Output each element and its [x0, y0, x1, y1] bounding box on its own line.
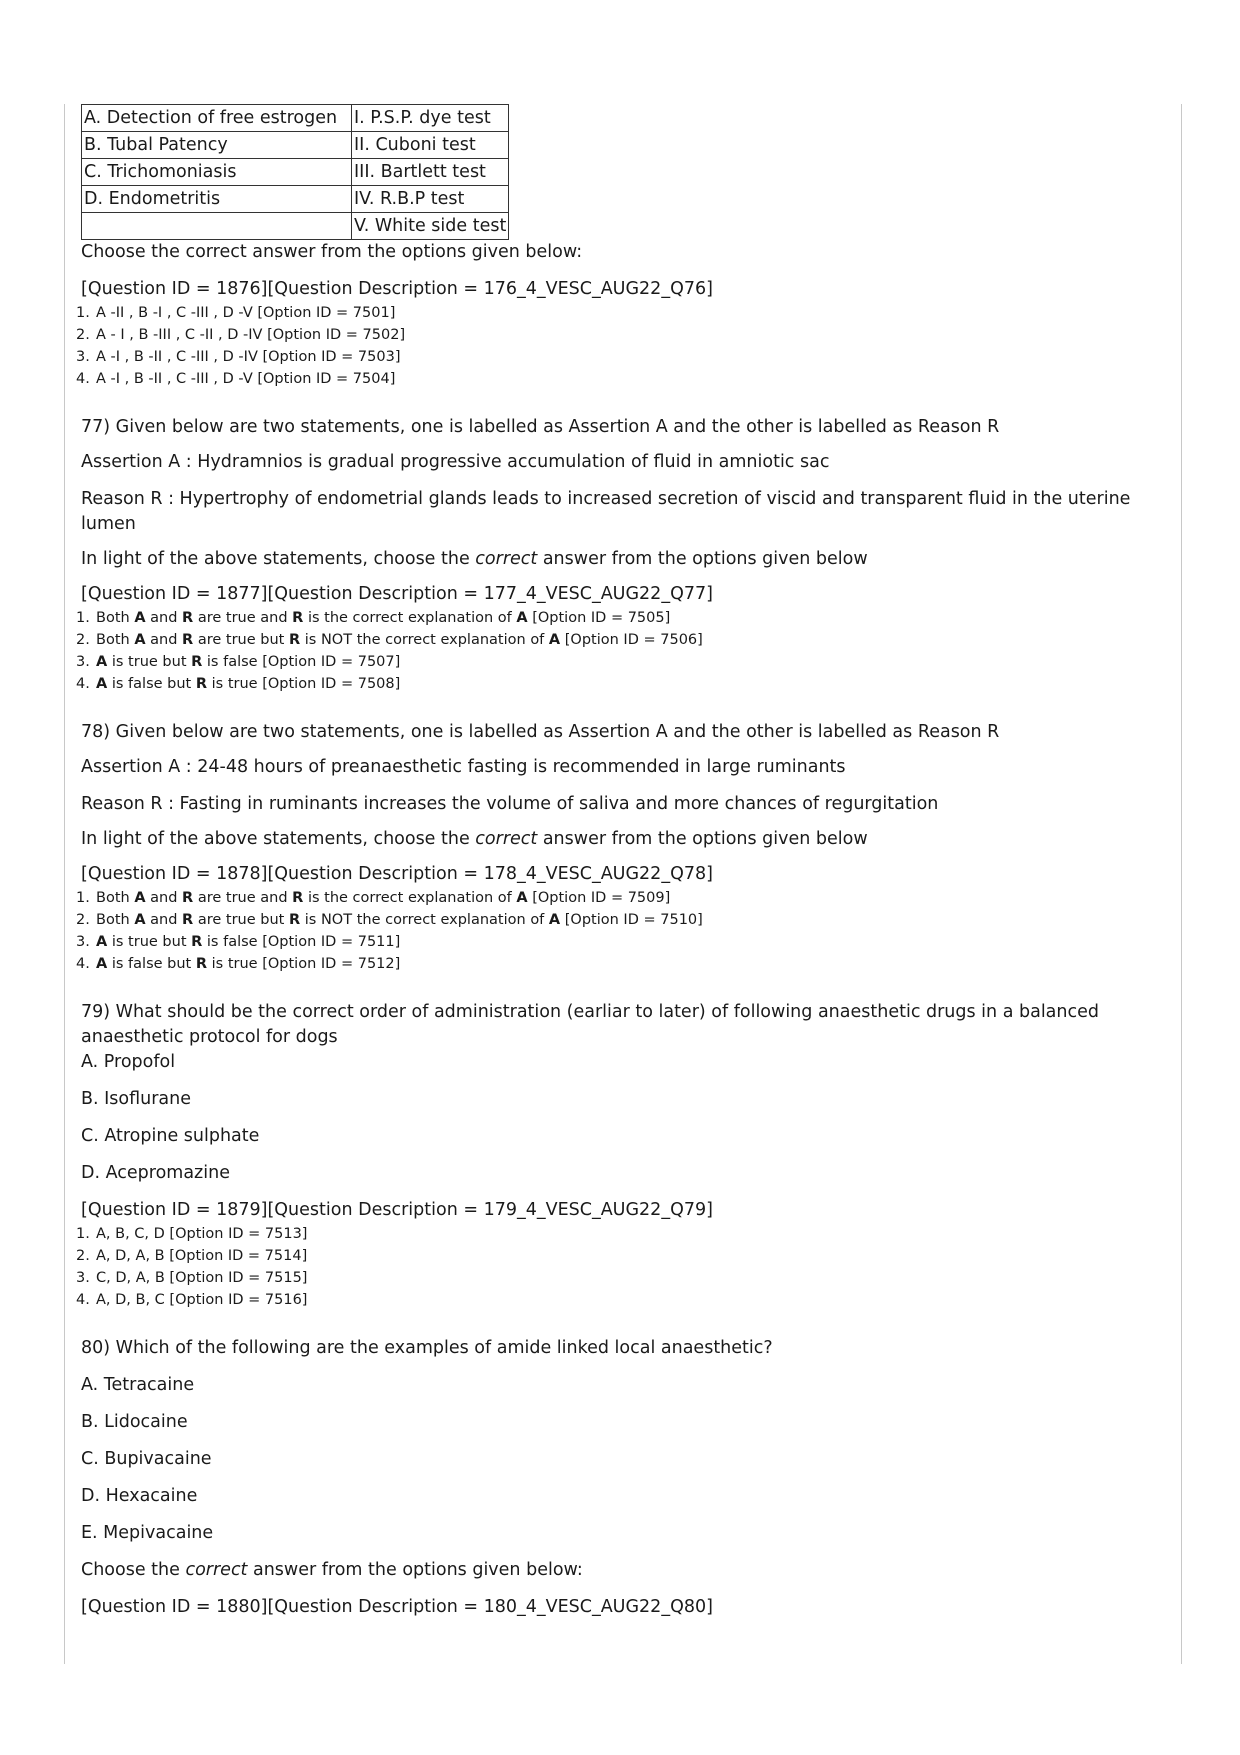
question-heading: 78) Given below are two statements, one is labelled as Assertion A and the other is labelled as Reason R — [81, 722, 1000, 742]
option-item[interactable]: 2. Both A and R are true but R is NOT the correct explanation of A [Option ID = 7510] — [76, 912, 703, 928]
assertion-statement: Assertion A : 24-48 hours of preanaesthetic fasting is recommended in large ruminants — [81, 757, 846, 777]
table-row — [82, 213, 509, 240]
question-content — [76, 104, 1171, 1620]
table-cell: V. White side test — [352, 213, 509, 240]
table-cell: IV. R.B.P test — [352, 186, 509, 213]
table-cell: D. Endometritis — [82, 186, 352, 213]
table-row — [82, 186, 509, 213]
table-row — [82, 105, 509, 132]
table-cell: I. P.S.P. dye test — [352, 105, 509, 132]
list-item: D. Hexacaine — [81, 1486, 198, 1506]
option-item[interactable]: 2. A - I , B -III , C -II , D -IV [Option ID = 7502] — [76, 327, 406, 343]
question-heading: 80) Which of the following are the examples of amide linked local anaesthetic? — [81, 1338, 773, 1358]
question-heading: 79) What should be the correct order of administration (earliar to later) of following anaesthetic drugs in a balanced anaesthetic protocol for dogs — [81, 1002, 1099, 1047]
option-item[interactable]: 4. A is false but R is true [Option ID = 7508] — [76, 676, 401, 692]
question-id-line: [Question ID = 1878][Question Description = 178_4_VESC_AUG22_Q78] — [81, 864, 713, 884]
option-item[interactable]: 1. Both A and R are true and R is the correct explanation of A [Option ID = 7505] — [76, 610, 671, 626]
option-list — [76, 1223, 1171, 1311]
table-row — [82, 132, 509, 159]
light-instruction: In light of the above statements, choose the correct answer from the options given below — [81, 829, 868, 849]
option-list — [76, 887, 1171, 975]
reason-statement: Reason R : Fasting in ruminants increases the volume of saliva and more chances of regurgitation — [81, 794, 939, 814]
question-id-line: [Question ID = 1879][Question Description = 179_4_VESC_AUG22_Q79] — [81, 1200, 713, 1220]
option-item[interactable]: 2. Both A and R are true but R is NOT the correct explanation of A [Option ID = 7506] — [76, 632, 703, 648]
page-frame-right — [1181, 104, 1182, 1664]
option-item[interactable]: 3. C, D, A, B [Option ID = 7515] — [76, 1270, 308, 1286]
option-item[interactable]: 1. Both A and R are true and R is the correct explanation of A [Option ID = 7509] — [76, 890, 671, 906]
choose-instruction: Choose the correct answer from the options given below: — [81, 1560, 583, 1580]
option-item[interactable]: 4. A, D, B, C [Option ID = 7516] — [76, 1292, 308, 1308]
reason-statement: Reason R : Hypertrophy of endometrial glands leads to increased secretion of viscid and transparent fluid in the uterine lumen — [81, 489, 1131, 534]
question-heading: 77) Given below are two statements, one is labelled as Assertion A and the other is labelled as Reason R — [81, 417, 1000, 437]
option-item[interactable]: 4. A is false but R is true [Option ID = 7512] — [76, 956, 401, 972]
option-list — [76, 302, 1171, 390]
question-id-line: [Question ID = 1880][Question Description = 180_4_VESC_AUG22_Q80] — [81, 1597, 713, 1617]
page-frame-left — [64, 104, 65, 1664]
option-item[interactable]: 2. A, D, A, B [Option ID = 7514] — [76, 1248, 308, 1264]
question-id-line: [Question ID = 1877][Question Description = 177_4_VESC_AUG22_Q77] — [81, 584, 713, 604]
list-item: D. Acepromazine — [81, 1163, 230, 1183]
table-cell: A. Detection of free estrogen — [82, 105, 352, 132]
table-cell: II. Cuboni test — [352, 132, 509, 159]
list-item: B. Lidocaine — [81, 1412, 188, 1432]
match-table — [81, 104, 509, 240]
list-item: A. Propofol — [81, 1052, 176, 1072]
option-item[interactable]: 3. A is true but R is false [Option ID = 7507] — [76, 654, 401, 670]
choose-instruction: Choose the correct answer from the options given below: — [81, 242, 583, 262]
list-item: B. Isoflurane — [81, 1089, 192, 1109]
option-item[interactable]: 3. A is true but R is false [Option ID = 7511] — [76, 934, 401, 950]
list-item: C. Atropine sulphate — [81, 1126, 260, 1146]
table-cell: C. Trichomoniasis — [82, 159, 352, 186]
option-list — [76, 607, 1171, 695]
question-id-line: [Question ID = 1876][Question Description = 176_4_VESC_AUG22_Q76] — [81, 279, 713, 299]
table-cell: III. Bartlett test — [352, 159, 509, 186]
assertion-statement: Assertion A : Hydramnios is gradual progressive accumulation of fluid in amniotic sac — [81, 452, 830, 472]
option-item[interactable]: 1. A, B, C, D [Option ID = 7513] — [76, 1226, 308, 1242]
list-item: C. Bupivacaine — [81, 1449, 212, 1469]
table-row — [82, 159, 509, 186]
table-cell: B. Tubal Patency — [82, 132, 352, 159]
option-item[interactable]: 4. A -I , B -II , C -III , D -V [Option ID = 7504] — [76, 371, 396, 387]
list-item: A. Tetracaine — [81, 1375, 195, 1395]
table-cell — [82, 213, 352, 240]
light-instruction: In light of the above statements, choose the correct answer from the options given below — [81, 549, 868, 569]
list-item: E. Mepivacaine — [81, 1523, 214, 1543]
option-item[interactable]: 3. A -I , B -II , C -III , D -IV [Option ID = 7503] — [76, 349, 401, 365]
option-item[interactable]: 1. A -II , B -I , C -III , D -V [Option ID = 7501] — [76, 305, 396, 321]
